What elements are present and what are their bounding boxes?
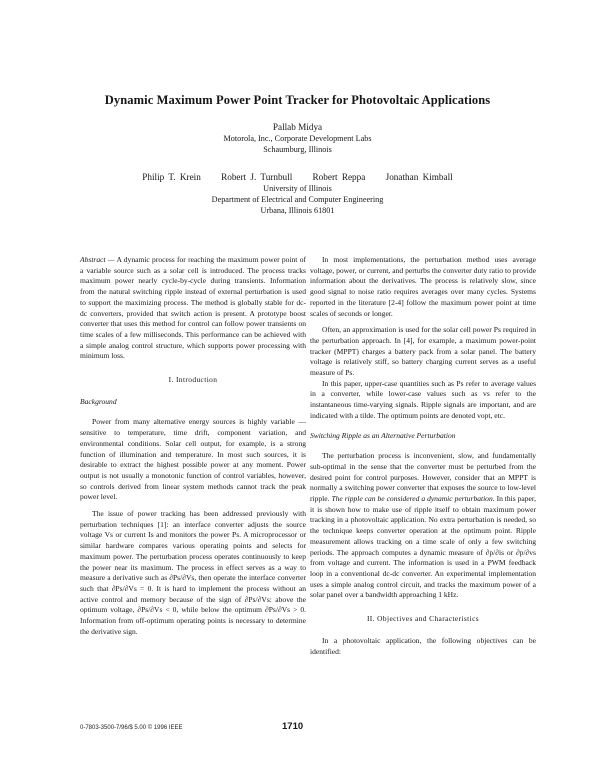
affiliation-university: University of Illinois [263,184,332,193]
paragraph-text: In this paper, it is shown how to make use of ripple itself to obtain maximum power tracking in a photovoltaic application. No extra perturbation is needed, so the technique keeps converter operation at the optimum point. Ripple measurement allows tracking on a time scale of only a few switching periods. The approach computes a dynamic measure of ∂p/∂is or ∂p/∂vs from voltage and current. The information is used in a PWM feedback loop in a conventional dc-dc converter. An experimental implementation uses a simple analog control circuit, and tracks the maximum power of a solar panel over a bandwidth approaching 1 kHz. [310,494,536,600]
page-number: 1710 [282,721,304,732]
section-heading-objectives: II. Objectives and Characteristics [366,614,480,624]
paragraph: In most implementations, the perturbation method uses average voltage, power, or current, and perturbs the converter duty ratio to provide information about the derivatives. The process is relatively slow, since good signal to noise ratio requires averages over many cycles. Systems reported in the literature [2-4] follow the maximum power point at time scales of seconds or longer. [310,255,536,318]
paragraph: Often, an approximation is used for the solar cell power Ps required in the perturbation approach. In [4], for example, a maximum power-point tracker (MPPT) charges a battery pack from a solar panel. The battery voltage is relatively stiff, so battery charging current serves as a useful measure of Ps. [310,325,536,378]
affiliation-motorola: Motorola, Inc., Corporate Development Labs [223,134,372,143]
author-name: Jonathan Kimball [385,172,453,182]
subsection-heading-switching-ripple: Switching Ripple as an Alternative Perturbation [310,430,456,440]
author-name: Philip T. Krein [142,172,201,182]
paragraph: Power from many alternative energy sources is highly variable — sensitive to temperature, time drift, component variation, and environmental conditions. Solar cell output, for example, is a strong function of illumination and temperature. In most such sources, it is desirable to extract the highest possible power at any moment. Power output is not usually a monotonic function of control variables, however, so controls derived from linear system methods cannot track the peak power level. [80,417,306,502]
affiliation-motorola-city: Schaumburg, Illinois [263,145,332,154]
affiliation-department: Department of Electrical and Computer Engineering [211,195,384,204]
abstract-text: A dynamic process for reaching the maximum power point of a variable source such as a solar cell is introduced. The process tracks maximum power nearly cycle-by-cycle during transients. Information from the natural switching ripple instead of external perturbation is used to support the maximizing process. The method is globally stable for dc-dc converters, provided that switch action is present. A prototype boost converter that uses this method for control can follow power transients on time scales of a few milliseconds. This performance can be achieved with a simple analog control structure, which supports power processing with minimum loss. [80,255,306,361]
subsection-heading-background: Background [80,396,117,406]
author-list [0,172,595,182]
paragraph-text: The perturbation process is inconvenient, slow, and fundamentally sub-optimal in the sense that the converter must be perturbed from the desired point for control purposes. However, consider that an MPPT is normally a switching power converter that exposes the source to low-level ripple. [310,451,536,504]
author-name: Robert Reppa [312,172,366,182]
section-heading-introduction: I. Introduction [168,375,218,385]
abstract-label: Abstract — [80,255,115,264]
abstract [80,255,306,362]
affiliation-city: Urbana, Illinois 61801 [260,206,335,215]
paragraph: In a photovoltaic application, the following objectives can be identified: [310,635,536,656]
paper-title: Dynamic Maximum Power Point Tracker for Photovoltaic Applications [104,93,491,107]
copyright-line: 0-7803-3500-7/96/$ 5.00 © 1996 IEEE [80,725,183,731]
paragraph: The issue of power tracking has been addressed previously with perturbation techniques [1]: an interface converter adjusts the source voltage Vs or current Is and monitors the power Ps. A microprocessor or similar hardware compares various operating points and selects for maximum power. The perturbation process operates continuously to keep the power near its maximum. The process in effect serves as a way to measure a derivative such as ∂Ps/∂Vs, then operate the interface converter such that ∂Ps/∂Vs = 0. It is hard to implement the process without an active control and memory because of the sign of ∂Ps/∂Vs: above the optimum voltage, ∂Ps/∂Vs < 0, while below the optimum ∂Ps/∂Vs > 0. Information from off-optimum operating points is necessary to determine the derivative sign. [80,509,306,636]
left-column [80,255,306,638]
paragraph-emphasis: The ripple can be considered a dynamic perturbation. [331,494,495,504]
author-name: Robert J. Turnbull [221,172,293,182]
author-midya: Pallab Midya [272,122,323,132]
paragraph: In this paper, upper-case quantities such as Ps refer to average values in a converter, while lower-case values such as vs refer to the instantaneous time-varying signals. Ripple signals are important, and are indicated with a tilde. The optimum points are denoted vopt, etc. [310,378,536,420]
right-column [310,255,536,657]
paragraph [310,451,536,601]
